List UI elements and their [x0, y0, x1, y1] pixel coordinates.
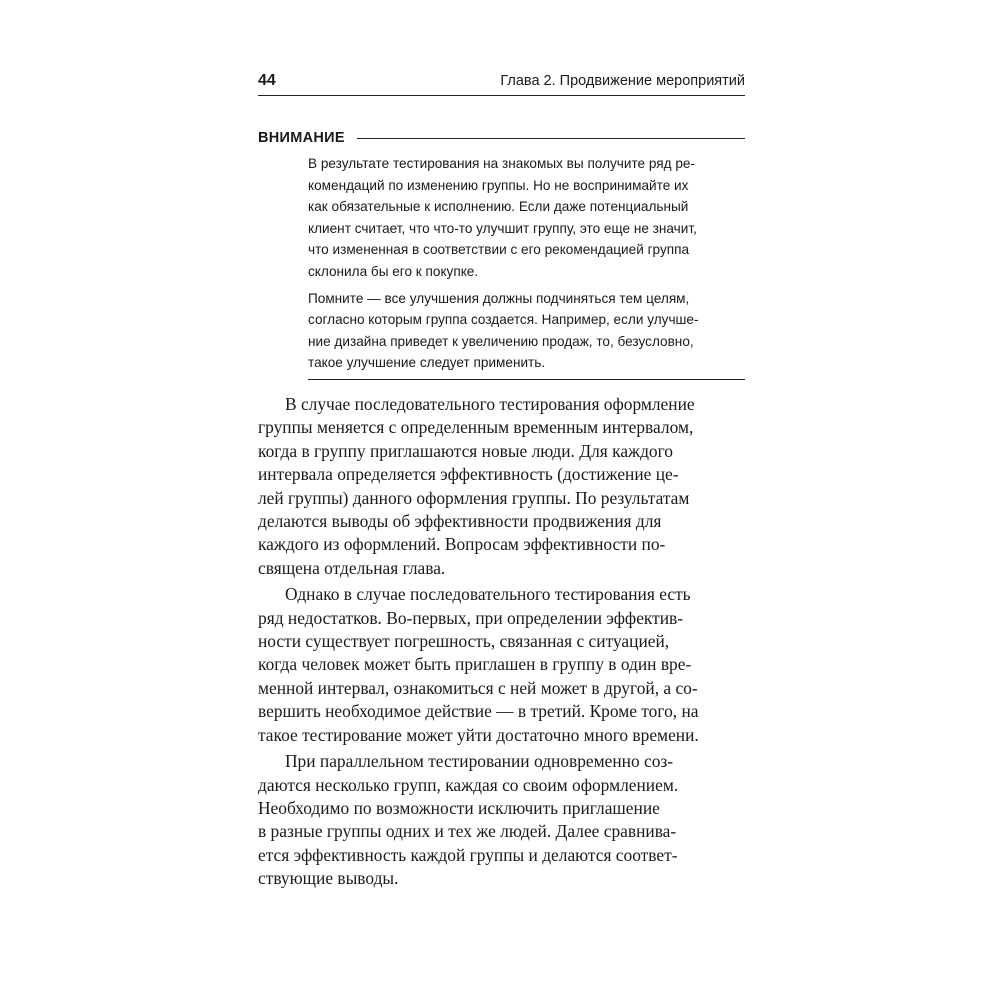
body-line: даются несколько групп, каждая со своим оформлением. — [258, 774, 679, 795]
body-line: лей группы) данного оформления группы. По результатам — [258, 487, 690, 508]
notice-heading-row — [258, 127, 745, 149]
body-paragraph — [258, 393, 745, 580]
body-line: ряд недостатков. Во-первых, при определении эффектив- — [258, 607, 684, 628]
body-line: интервала определяется эффективность (достижение це- — [258, 464, 679, 485]
body-line: группы меняется с определенным временным интервалом, — [258, 417, 694, 438]
notice-line: Помните — все улучшения должны подчиняться тем целям, — [308, 290, 690, 306]
page-number: 44 — [258, 72, 276, 89]
body-line: ствующие выводы. — [258, 868, 399, 889]
notice-label: ВНИМАНИЕ — [258, 130, 345, 146]
notice-line: согласно которым группа создается. Например, если улучше- — [308, 312, 699, 328]
body-line: Необходимо по возможности исключить приглашение — [258, 797, 660, 818]
notice-line: что измененная в соответствии с его рекомендацией группа — [308, 242, 690, 258]
notice-line: клиент считает, что что-то улучшит группу, это еще не значит, — [308, 220, 697, 236]
body-line: такое тестирование может уйти достаточно много времени. — [258, 724, 699, 745]
notice-paragraph — [308, 288, 745, 374]
body-line: делаются выводы об эффективности продвижения для — [258, 511, 662, 532]
notice-bottom-rule — [308, 379, 745, 380]
body-line: ности существует погрешность, связанная с ситуацией, — [258, 631, 670, 652]
body-line: При параллельном тестировании одновременно соз- — [285, 751, 674, 772]
notice-paragraph — [308, 153, 745, 283]
body-paragraph — [258, 750, 745, 890]
body-line: священа отдельная глава. — [258, 557, 446, 578]
body-line: Однако в случае последовательного тестирования есть — [285, 584, 691, 605]
notice-line: склонила бы его к покупке. — [308, 263, 479, 279]
body-line: менной интервал, ознакомиться с ней может в другой, а со- — [258, 677, 698, 698]
body-line: В случае последовательного тестирования оформление — [285, 394, 695, 414]
body-line: в разные группы одних и тех же людей. Далее сравнива- — [258, 821, 677, 842]
notice-top-rule — [357, 138, 745, 139]
body-line: когда человек может быть приглашен в группу в один вре- — [258, 654, 692, 675]
notice-line: как обязательные к исполнению. Если даже потенциальный — [308, 199, 689, 215]
notice-line: ние дизайна приведет к увеличению продаж, то, безусловно, — [308, 333, 694, 349]
body-line: когда в группу приглашаются новые люди. Для каждого — [258, 440, 674, 461]
book-page — [258, 0, 745, 1000]
body-paragraph — [258, 583, 745, 747]
notice-line: В результате тестирования на знакомых вы получите ряд ре- — [308, 156, 696, 171]
notice-box — [258, 127, 745, 380]
running-title: Глава 2. Продвижение мероприятий — [500, 73, 745, 89]
notice-line: комендаций по изменению группы. Но не воспринимайте их — [308, 177, 689, 193]
body-line: каждого из оформлений. Вопросам эффективности по- — [258, 534, 666, 555]
body-line: ется эффективность каждой группы и делаются соответ- — [258, 844, 678, 865]
body-line: вершить необходимое действие — в третий. Кроме того, на — [258, 701, 699, 722]
body-text — [258, 393, 745, 894]
notice-body — [308, 153, 745, 374]
notice-line: такое улучшение следует применить. — [308, 355, 546, 371]
page-header — [258, 69, 745, 96]
